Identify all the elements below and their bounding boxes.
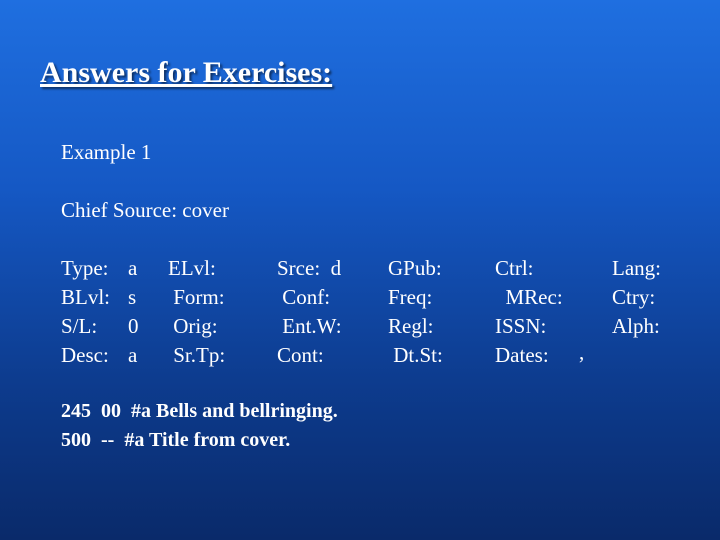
- fixed-field-column-1: [61, 254, 110, 370]
- field-label: Lang:: [612, 256, 661, 280]
- field-label: BLvl:: [61, 285, 111, 309]
- field-label: GPub:: [388, 256, 442, 280]
- field-label: Regl:: [388, 314, 434, 338]
- field-label: Desc:: [61, 343, 109, 367]
- field-value: s: [128, 285, 137, 309]
- field-label: ISSN:: [495, 314, 547, 338]
- fixed-field-column-4: [277, 254, 342, 370]
- field-label: S/L:: [61, 314, 98, 338]
- example-label: Example 1: [61, 140, 152, 164]
- field-245: 245 00 #a Bells and bellringing.: [61, 400, 338, 422]
- field-label: MRec:: [495, 285, 563, 309]
- dates-comma: ,: [579, 340, 585, 364]
- fixed-field-column-5: [388, 254, 443, 370]
- field-label: Ctry:: [612, 285, 656, 309]
- field-value: a: [128, 256, 138, 280]
- field-value: 0: [128, 314, 139, 338]
- field-label: Type:: [61, 256, 109, 280]
- slide-title: Answers for Exercises:: [40, 56, 333, 89]
- field-label: Dt.St:: [388, 343, 443, 367]
- field-label: Orig:: [168, 314, 218, 338]
- variable-fields: [61, 397, 338, 455]
- field-value: a: [128, 343, 138, 367]
- field-label: Form:: [168, 285, 225, 309]
- field-label: Cont:: [277, 343, 324, 367]
- field-label: ELvl:: [168, 256, 216, 280]
- field-500: 500 -- #a Title from cover.: [61, 429, 291, 451]
- field-label: Dates:: [495, 343, 549, 367]
- field-label: Ent.W:: [277, 314, 342, 338]
- chief-source-line: Chief Source: cover: [61, 198, 229, 222]
- field-label: Srce: d: [277, 256, 342, 280]
- fixed-field-column-6: [495, 254, 563, 370]
- field-label: Conf:: [277, 285, 331, 309]
- field-label: Ctrl:: [495, 256, 534, 280]
- field-label: Sr.Tp:: [168, 343, 226, 367]
- fixed-field-column-7: [612, 254, 661, 341]
- field-label: Alph:: [612, 314, 660, 338]
- field-label: Freq:: [388, 285, 433, 309]
- fixed-field-column-2: [128, 254, 139, 370]
- fixed-field-column-3: [168, 254, 225, 370]
